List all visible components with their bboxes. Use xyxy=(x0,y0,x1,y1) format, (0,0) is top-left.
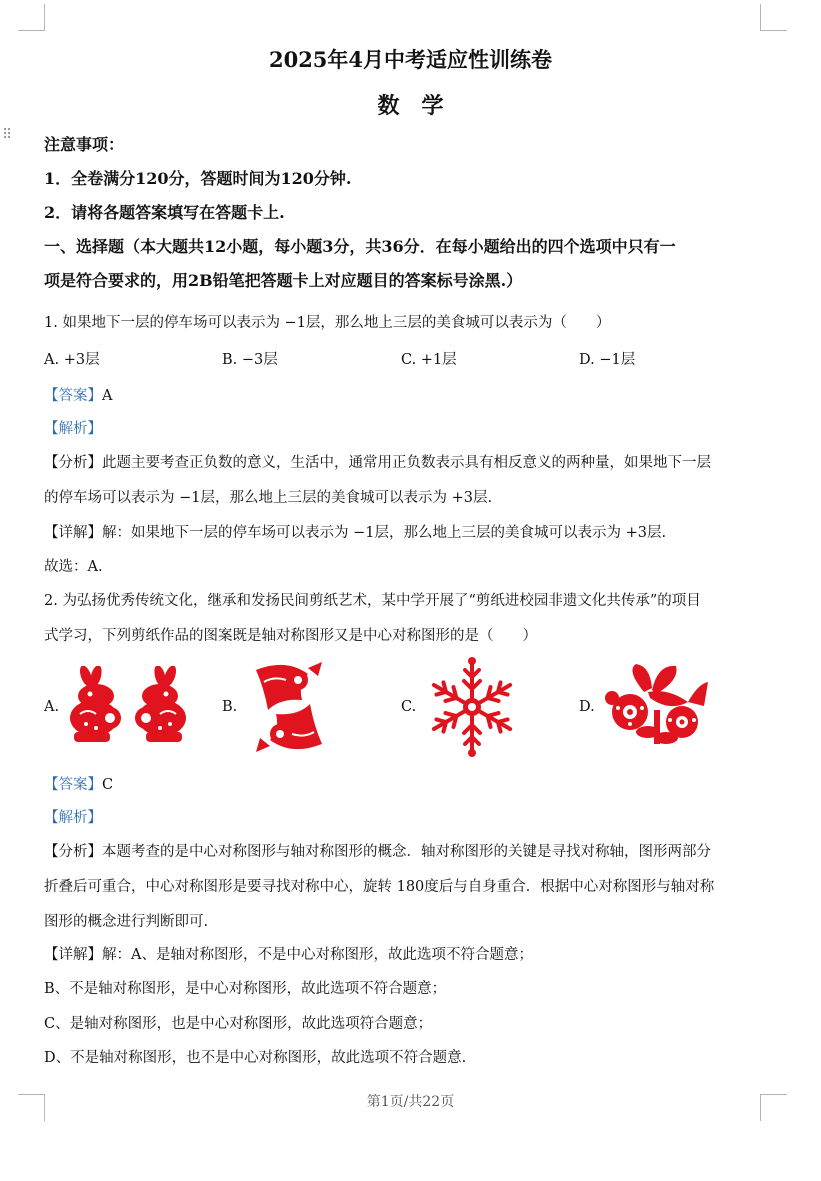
papercut-snowflake-image xyxy=(426,656,518,758)
q2-detail-line-3: C、是轴对称图形，也是中心对称图形，故此选项符合题意； xyxy=(44,1016,433,1032)
papercut-rabbits-image xyxy=(66,666,190,746)
q2-answer: 【答案】C xyxy=(44,777,114,793)
q1-analysis-line-1: 【分析】此题主要考查正负数的意义，生活中，通常用正负数表示具有相反意义的两种量，如果地下一层 xyxy=(44,455,711,471)
q1-option-b: B. −3层 xyxy=(222,352,278,368)
corner-mark-top-right xyxy=(760,4,787,31)
q1-option-d: D. −1层 xyxy=(579,352,636,368)
q2-detail-line-4: D、不是轴对称图形，也不是中心对称图形，故此选项不符合题意. xyxy=(44,1050,467,1066)
q2-stem-line-2: 式学习，下列剪纸作品的图案既是轴对称图形又是中心对称图形的是（ ） xyxy=(44,628,537,644)
q1-answer: 【答案】A xyxy=(44,388,113,404)
drag-handle-icon[interactable]: ⠿ xyxy=(2,127,13,143)
q2-option-c-label: C. xyxy=(401,699,417,715)
papercut-fish-image xyxy=(246,660,332,754)
q2-detail-line-1: 【详解】解：A、是轴对称图形，不是中心对称图形，故此选项不符合题意； xyxy=(44,947,533,963)
q1-stem: 1. 如果地下一层的停车场可以表示为 −1层，那么地上三层的美食城可以表示为（ ） xyxy=(44,315,611,331)
q2-stem-line-1: 2. 为弘扬优秀传统文化，继承和发扬民间剪纸艺术，某中学开展了“剪纸进校园非遗文化共传承”的项目 xyxy=(44,593,701,609)
section-heading-line-1: 一、选择题（本大题共12小题，每小题3分，共36分．在每小题给出的四个选项中只有一 xyxy=(44,237,676,256)
page-number: 第1页/共22页 xyxy=(366,1094,455,1110)
q2-option-d-label: D. xyxy=(579,699,595,715)
q1-choice: 故选：A. xyxy=(44,559,103,575)
q2-option-a-label: A. xyxy=(44,699,60,715)
corner-mark-top-left xyxy=(18,4,45,31)
page-title: 2025年4月中考适应性训练卷 xyxy=(268,47,553,72)
notice-item-2: 2．请将各题答案填写在答题卡上. xyxy=(44,203,285,222)
q2-analysis-line-2: 折叠后可重合，中心对称图形是要寻找对称中心，旋转 180度后与自身重合．根据中心对称图形与轴对称 xyxy=(44,879,715,895)
q1-option-a: A. +3层 xyxy=(44,352,100,368)
q1-analysis-line-2: 的停车场可以表示为 −1层，那么地上三层的美食城可以表示为 +3层. xyxy=(44,490,493,506)
section-heading-line-2: 项是符合要求的，用2B铅笔把答题卡上对应题目的答案标号涂黑.） xyxy=(44,271,523,290)
q2-analysis-line-1: 【分析】本题考查的是中心对称图形与轴对称图形的概念．轴对称图形的关键是寻找对称轴，图形两部分 xyxy=(44,844,711,860)
q2-analysis-line-3: 图形的概念进行判断即可. xyxy=(44,914,209,930)
q1-jiexi-label: 【解析】 xyxy=(44,421,102,437)
notice-item-1: 1．全卷满分120分，答题时间为120分钟. xyxy=(44,169,352,188)
q2-jiexi-label: 【解析】 xyxy=(44,810,102,826)
papercut-butterfly-flowers-image xyxy=(604,662,708,746)
notice-heading: 注意事项： xyxy=(44,135,125,154)
q2-detail-line-2: B、不是轴对称图形，是中心对称图形，故此选项不符合题意； xyxy=(44,981,447,997)
q1-detail: 【详解】解：如果地下一层的停车场可以表示为 −1层，那么地上三层的美食城可以表示为 +3层. xyxy=(44,525,667,541)
q1-option-c: C. +1层 xyxy=(401,352,457,368)
subject-title: 数学 xyxy=(377,93,466,119)
q2-option-b-label: B. xyxy=(222,699,238,715)
